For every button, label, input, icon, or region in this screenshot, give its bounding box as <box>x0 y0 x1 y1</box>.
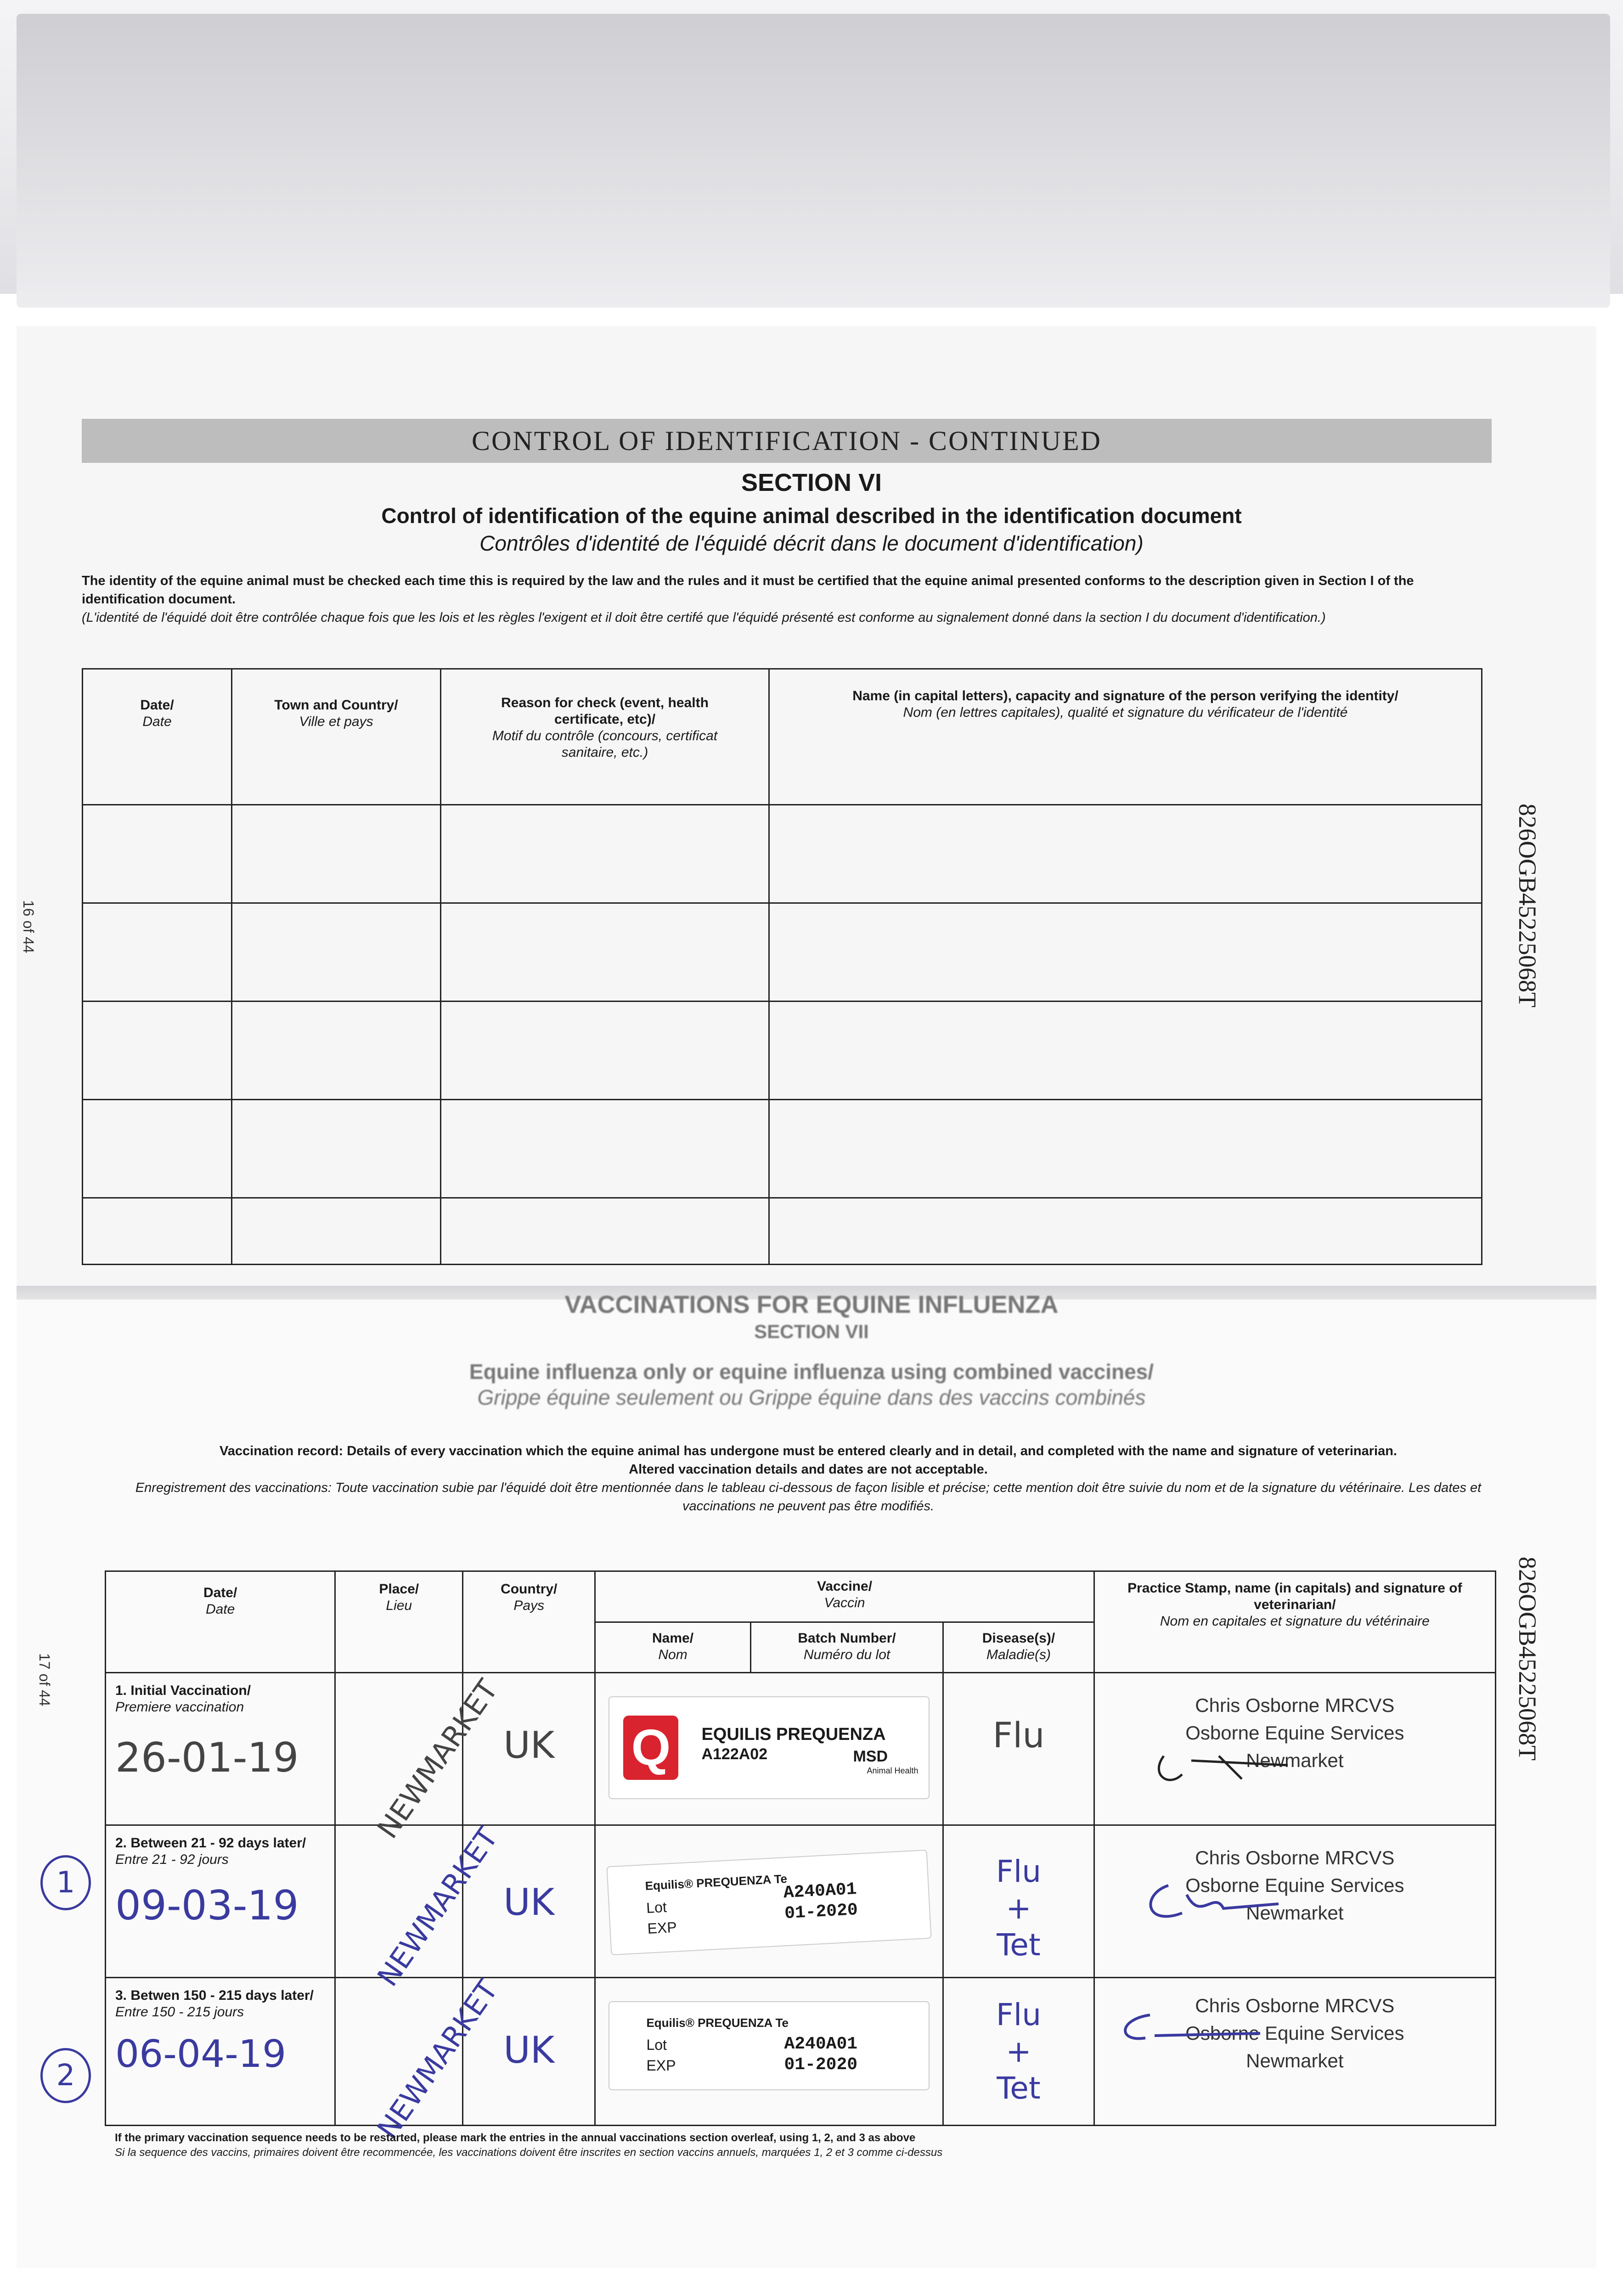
cell[interactable] <box>441 1198 769 1264</box>
record-en-line2: Altered vaccination details and dates are not acceptable. <box>629 1462 988 1477</box>
vacc-header-row-1 <box>106 1571 1496 1622</box>
vaccine-brand: Equilis® PREQUENZA Te <box>646 2016 789 2030</box>
banner-text: CONTROL OF IDENTIFICATION - CONTINUED <box>472 425 1102 456</box>
stamp-name: Chris Osborne MRCVS <box>1195 1694 1395 1716</box>
col-place: Place/ Lieu <box>335 1571 463 1673</box>
col-vaccine: Vaccine/ Vaccin <box>595 1571 1094 1622</box>
cell[interactable] <box>232 903 441 1001</box>
cell[interactable] <box>441 1099 769 1198</box>
signature-scribble <box>1141 1881 1292 1922</box>
vaccination-row <box>106 1673 1496 1825</box>
place-cell[interactable] <box>335 1974 505 2145</box>
record-en-line: Vaccination record: Details of every vaccination which the equine animal has undergone must be entered clearly and in detail, and completed with the name and signature of veterinarian. <box>220 1444 1397 1458</box>
date-cell[interactable]: 1. Initial Vaccination/ Premiere vaccination 26-01-19 <box>106 1673 335 1825</box>
vaccine-maker-sub: Animal Health <box>867 1766 919 1776</box>
cell[interactable] <box>441 903 769 1001</box>
stamp-name: Chris Osborne MRCVS <box>1195 1847 1395 1869</box>
stamp-cell[interactable] <box>1094 1978 1495 2126</box>
cell[interactable] <box>83 1198 232 1264</box>
cell[interactable] <box>232 805 441 903</box>
stamp-name: Chris Osborne MRCVS <box>1195 1995 1395 2017</box>
section-title-fr: Contrôles d'identité de l'équidé décrit dans le document d'identification) <box>479 531 1144 555</box>
col-date: Date/ Date <box>83 669 232 805</box>
disease-value: Flu <box>992 1715 1045 1756</box>
date-value: 09-03-19 <box>115 1882 299 1930</box>
date-value: 06-04-19 <box>115 2032 287 2077</box>
section-title-fr-2: Grippe équine seulement ou Grippe équine dans des vaccins combinés <box>477 1385 1146 1409</box>
section-heading: SECTION VI <box>741 469 882 496</box>
stamp-practice: Osborne Equine Services <box>1185 1722 1404 1744</box>
cell[interactable] <box>83 903 232 1001</box>
cell[interactable] <box>441 805 769 903</box>
section-heading-2: SECTION VII <box>754 1321 869 1342</box>
passport-serial-2: 826OGB45225068T <box>1514 1557 1541 1761</box>
date-cell[interactable]: 2. Between 21 - 92 days later/ Entre 21 - 92 jours 09-03-19 <box>106 1825 335 1978</box>
col-stamp: Practice Stamp, name (in capitals) and signature of veterinarian/ Nom en capitales et signature du vétérinaire <box>1094 1571 1495 1673</box>
cell[interactable] <box>769 1198 1482 1264</box>
intro-en: The identity of the equine animal must be checked each time this is required by the law and the rules and it must be certified that the equine animal presented conforms to the description given in Section I of the identification document. <box>82 574 1414 607</box>
stamp-practice: Osborne Equine Services <box>1185 2022 1404 2044</box>
vaccine-brand: EQUILIS PREQUENZA <box>701 1725 886 1745</box>
col-verifier: Name (in capital letters), capacity and signature of the person verifying the identity/ Nom (en lettres capitales), qualité et signature du vérificateur de l'identité <box>769 669 1482 805</box>
vaccine-sticker-cell[interactable] <box>595 1825 943 1978</box>
restart-marker-1: 1 <box>40 1855 91 1910</box>
stamp-town: Newmarket <box>1246 1902 1344 1924</box>
exp-value: 01-2020 <box>784 1900 859 1924</box>
disease-cell[interactable] <box>943 1825 1094 1978</box>
col-town: Town and Country/ Ville et pays <box>232 669 441 805</box>
exp-label: EXP <box>647 1919 677 1937</box>
record-fr: Enregistrement des vaccinations: Toute vaccination subie par l'équidé doit être mentionnée dans le tableau ci-dessous de façon lisible et précise; cette mention doit être suivie du nom et de la signature du vétérinaire. Les dates et vaccinations ne peuvent pas être modifiés. <box>135 1480 1482 1514</box>
exp-label: EXP <box>646 2057 676 2074</box>
signature-scribble <box>1150 1747 1302 1788</box>
vaccine-sticker <box>609 1696 930 1799</box>
table-row <box>83 1001 1482 1099</box>
cell[interactable] <box>83 1001 232 1099</box>
vaccine-brand: Equilis® PREQUENZA Te <box>645 1872 788 1893</box>
lot-label: Lot <box>646 2037 667 2054</box>
restart-marker-2: 2 <box>40 2048 91 2103</box>
section-banner-2: VACCINATIONS FOR EQUINE INFLUENZA <box>564 1291 1059 1318</box>
page-number-17: 17 of 44 <box>36 1653 53 1706</box>
table-row <box>83 903 1482 1001</box>
stamp-town: Newmarket <box>1246 2050 1344 2072</box>
place-value: NEWMARKET <box>371 1821 505 1992</box>
footnote-en: If the primary vaccination sequence needs to be restarted, please mark the entries in the annual vaccinations section overleaf, using 1, 2, and 3 as above <box>115 2132 916 2144</box>
country-value: UK <box>503 2029 555 2072</box>
signature-scribble <box>1113 2010 1265 2052</box>
lot-value: A240A01 <box>784 2034 858 2054</box>
country-value: UK <box>503 1881 555 1924</box>
disease-cell[interactable] <box>943 1673 1094 1825</box>
vaccine-code: A122A02 <box>701 1745 768 1763</box>
vaccination-row <box>106 1978 1496 2126</box>
vaccine-sticker <box>609 2001 930 2090</box>
disease-cell[interactable] <box>943 1978 1094 2126</box>
exp-value: 01-2020 <box>784 2055 858 2075</box>
place-cell[interactable] <box>335 1821 505 1992</box>
vaccine-maker: MSD <box>853 1748 888 1766</box>
cell[interactable] <box>232 1099 441 1198</box>
q-logo-icon: Q <box>623 1716 678 1780</box>
lot-value: A240A01 <box>783 1880 857 1903</box>
col-country: Country/ Pays <box>463 1571 595 1673</box>
col-vaccine-name: Name/ Nom <box>595 1622 751 1673</box>
place-value: NEWMARKET <box>371 1673 505 1845</box>
cell[interactable] <box>441 1001 769 1099</box>
disease-value: Flu + Tet <box>996 1997 1042 2106</box>
table-row <box>83 1198 1482 1264</box>
cell[interactable] <box>769 805 1482 903</box>
section-title-en-2: Equine influenza only or equine influenza using combined vaccines/ <box>469 1360 1154 1384</box>
cell[interactable] <box>83 1099 232 1198</box>
section-banner <box>82 419 1492 463</box>
intro-paragraph <box>82 572 1469 627</box>
passport-serial: 826OGB45225068T <box>1514 804 1541 1007</box>
cell[interactable] <box>232 1001 441 1099</box>
place-cell[interactable] <box>335 1673 505 1845</box>
stamp-cell[interactable] <box>1094 1825 1495 1978</box>
table-row <box>83 1099 1482 1198</box>
stamp-practice: Osborne Equine Services <box>1185 1874 1404 1896</box>
footnote-fr: Si la sequence des vaccins, primaires doivent être recommencée, les vaccinations doivent être inscrites en section vaccins annuels, marquées 1, 2 et 3 comme ci-dessus <box>115 2146 943 2159</box>
date-cell[interactable]: 3. Betwen 150 - 215 days later/ Entre 150 - 215 jours 06-04-19 <box>106 1978 335 2126</box>
place-value: NEWMARKET <box>371 1974 505 2145</box>
country-value: UK <box>503 1724 555 1767</box>
table-header-row <box>83 669 1482 805</box>
col-batch: Batch Number/ Numéro du lot <box>750 1622 943 1673</box>
section-title-en: Control of identification of the equine animal described in the identification document <box>381 504 1242 528</box>
lot-label: Lot <box>646 1898 668 1917</box>
cell[interactable] <box>83 805 232 903</box>
vaccine-sticker-cell[interactable] <box>595 1978 943 2126</box>
col-date: Date/ Date <box>106 1571 335 1673</box>
passport-cover <box>17 14 1610 308</box>
disease-value: Flu + Tet <box>996 1854 1042 1963</box>
cell[interactable] <box>769 1099 1482 1198</box>
date-value: 26-01-19 <box>115 1734 299 1782</box>
intro-fr: (L'identité de l'équidé doit être contrôlée chaque fois que les lois et les règles l'exigent et il doit être certifé que l'équidé présenté est conforme au signalement donné dans la section I du document d'identification.) <box>82 610 1326 625</box>
cell[interactable] <box>769 903 1482 1001</box>
col-disease: Disease(s)/ Maladie(s) <box>943 1622 1094 1673</box>
stamp-town: Newmarket <box>1246 1750 1344 1772</box>
vaccine-sticker-cell[interactable] <box>595 1673 943 1825</box>
stamp-cell[interactable] <box>1094 1673 1495 1825</box>
cell[interactable] <box>232 1198 441 1264</box>
col-reason: Reason for check (event, health certificate, etc)/ Motif du contrôle (concours, certificat sanitaire, etc.) <box>441 669 769 805</box>
table-row <box>83 805 1482 903</box>
vaccination-row <box>106 1825 1496 1978</box>
record-paragraph <box>106 1442 1511 1515</box>
cell[interactable] <box>769 1001 1482 1099</box>
identity-check-table <box>82 668 1482 1265</box>
footnote <box>115 2131 1447 2160</box>
page-number-16: 16 of 44 <box>20 900 37 953</box>
vaccine-sticker <box>607 1850 932 1955</box>
